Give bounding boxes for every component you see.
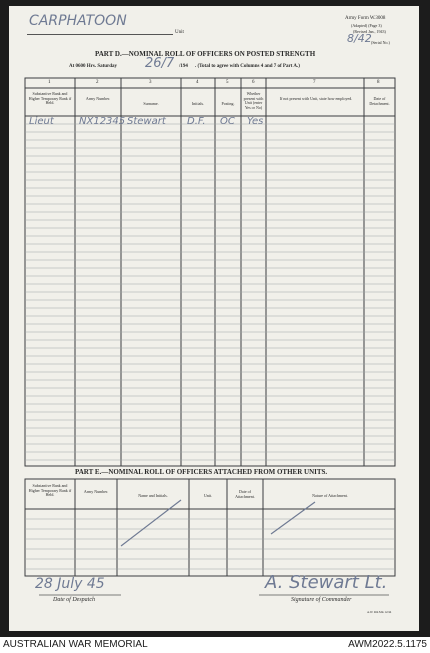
unit-name-handwritten: CARPHATOON xyxy=(29,13,127,29)
caption-accession-number: AWM2022.5.1175 xyxy=(348,639,427,650)
caption-institution: AUSTRALIAN WAR MEMORIAL xyxy=(3,639,148,650)
entry-initials: D.F. xyxy=(187,116,206,127)
col-header-initials: Initials. xyxy=(191,101,205,106)
despatch-date-handwritten: 28 July 45 xyxy=(35,576,105,592)
print-code: A.W. Rm Mis 12/44 xyxy=(367,610,392,614)
roll-date-handwritten: 26/7 xyxy=(145,56,175,71)
e-col-header-rank: Substantive Rank and Higher Temporary Rank if Held. xyxy=(28,483,72,498)
col-number-7: 7 xyxy=(313,80,316,85)
col-header-detachment-date: Date of Detachment. xyxy=(369,96,390,106)
col-number-2: 2 xyxy=(96,80,99,85)
part-e-title: PART E.—NOMINAL ROLL OF OFFICERS ATTACHED FROM OTHER UNITS. xyxy=(75,468,328,476)
col-number-8: 8 xyxy=(377,80,380,85)
col-number-4: 4 xyxy=(196,80,199,85)
col-number-6: 6 xyxy=(252,80,255,85)
entry-present: Yes xyxy=(247,116,264,127)
total-note: . (Total to agree with Columns 4 and 7 of Part A.) xyxy=(195,64,300,69)
col-number-3: 3 xyxy=(149,80,152,85)
form-page xyxy=(9,6,419,631)
year-text: /194 xyxy=(179,64,188,69)
despatch-label: Date of Despatch xyxy=(53,597,95,603)
col-header-present: Whether present with Unit (enter Yes or No) xyxy=(243,91,264,110)
revised-note: (Revised Jan., 1943) xyxy=(353,29,386,34)
army-form-number: Army Form W.3008 xyxy=(345,16,386,21)
at-hours-text: At 0600 Hrs. Saturday xyxy=(69,64,118,69)
signature-label: Signature of Commander xyxy=(291,597,352,603)
caption-bar xyxy=(0,637,430,653)
commander-signature: A. Stewart Lt. xyxy=(265,572,388,593)
serial-handwritten: 8/42 xyxy=(347,32,372,45)
e-col-header-army-number: Army Number. xyxy=(83,489,109,494)
e-col-header-nature: Nature of Attachment. xyxy=(312,493,348,498)
entry-army-number: NX12345 xyxy=(79,116,126,127)
entry-rank: Lieut xyxy=(29,116,54,127)
col-header-posting: Posting. xyxy=(221,101,235,106)
col-number-5: 5 xyxy=(226,80,229,85)
col-number-1: 1 xyxy=(48,80,51,85)
e-col-header-unit: Unit. xyxy=(203,493,213,498)
col-header-surname: Surname. xyxy=(143,101,159,106)
col-header-employment: If not present with Unit, state how employed. xyxy=(279,96,353,101)
e-col-header-name: Name and Initials. xyxy=(138,493,168,498)
col-header-army-number: Army Number. xyxy=(85,96,111,101)
adapted-note: (Adapted) (Page 3) xyxy=(351,23,382,28)
entry-posting: OC xyxy=(220,116,235,127)
serial-label: (Serial No.) xyxy=(371,40,390,45)
part-d-title: PART D.—NOMINAL ROLL OF OFFICERS ON POSTED STRENGTH xyxy=(95,50,316,58)
entry-surname: Stewart xyxy=(127,116,166,127)
unit-label: Unit xyxy=(175,30,184,35)
e-col-header-attach-date: Date of Attachment. xyxy=(235,489,255,499)
col-header-rank: Substantive Rank and Higher Temporary Rank if Held. xyxy=(28,91,72,106)
